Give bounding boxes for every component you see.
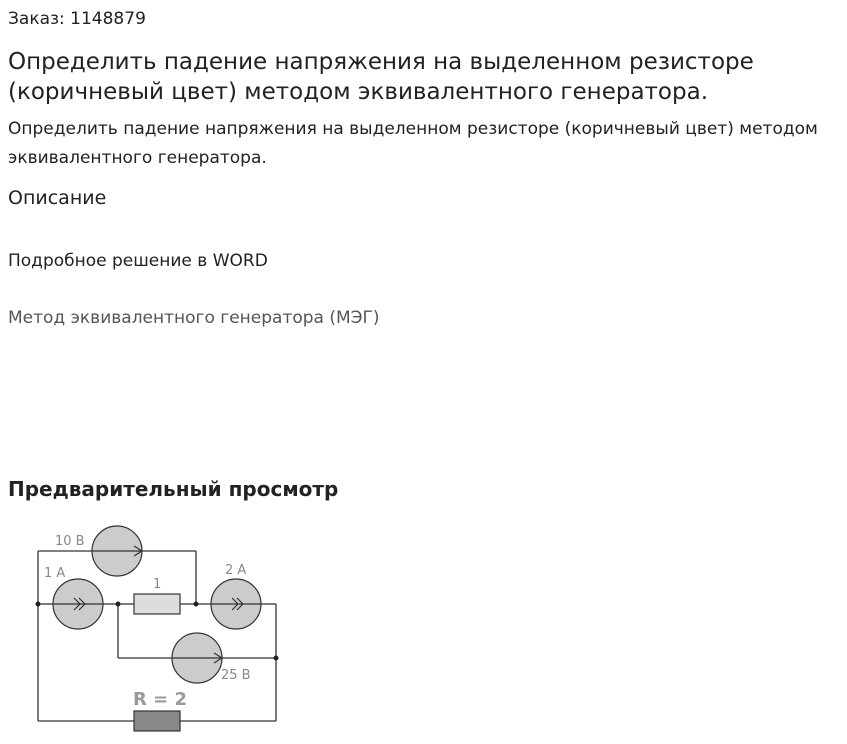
current-source-left-label: 1 А [44,566,66,581]
resistor-middle [134,594,180,614]
resistor-highlighted-label: R = 2 [133,689,187,710]
voltage-source-bottom-label: 25 В [221,668,251,683]
order-number: Заказ: 1148879 [8,9,146,29]
preview-heading: Предварительный просмотр [8,477,339,501]
current-source-left [53,579,103,629]
detail-text: Подробное решение в WORD [8,251,268,271]
description-heading: Описание [8,187,107,209]
current-source-right [211,579,261,629]
voltage-source-top-label: 10 В [55,534,85,549]
page-title: Определить падение напряжения на выделенном резисторе (коричневый цвет) методом эквивалентного генератора. [8,49,754,105]
task-description: Определить падение напряжения на выделенном резисторе (коричневый цвет) методом эквивалентного генератора. [8,119,818,168]
resistor-middle-label: 1 [153,577,162,592]
current-source-right-label: 2 А [225,563,247,578]
method-link[interactable]: Метод эквивалентного генератора (МЭГ) [8,308,380,328]
circuit-diagram [8,510,308,740]
circuit-preview [8,510,308,740]
resistor-highlighted [134,711,180,731]
voltage-source-top [92,526,142,576]
voltage-source-bottom [172,633,222,683]
